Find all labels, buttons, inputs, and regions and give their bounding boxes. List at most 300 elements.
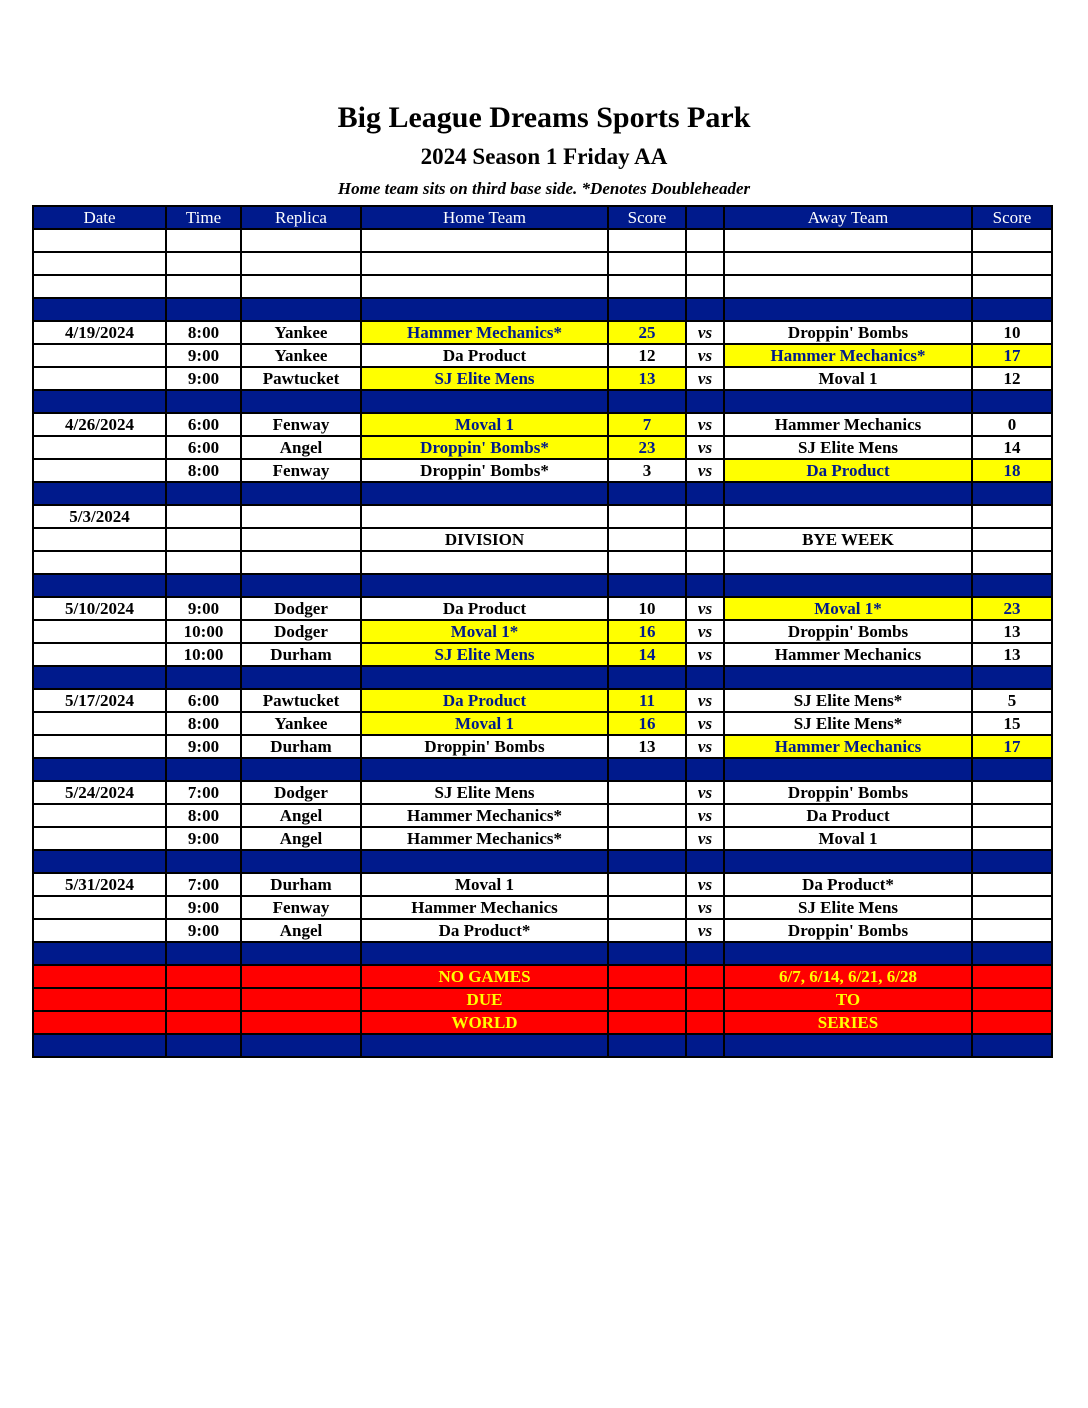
date-cell (33, 1034, 166, 1057)
away-team-cell (724, 505, 972, 528)
away-team-cell: Hammer Mechanics (724, 413, 972, 436)
col-header-home-score: Score (608, 206, 686, 229)
away-score-cell: 13 (972, 620, 1052, 643)
vs-cell: vs (686, 367, 724, 390)
away-team-cell: Hammer Mechanics* (724, 344, 972, 367)
away-score-cell: 14 (972, 436, 1052, 459)
game-row (33, 367, 1052, 390)
date-cell (33, 436, 166, 459)
col-header-away-team: Away Team (724, 206, 972, 229)
away-score-cell (972, 965, 1052, 988)
time-cell (166, 1011, 241, 1034)
vs-cell: vs (686, 712, 724, 735)
home-team-cell (361, 252, 608, 275)
home-team-cell: NO GAMES (361, 965, 608, 988)
away-score-cell (972, 758, 1052, 781)
away-team-cell: Droppin' Bombs (724, 321, 972, 344)
home-score-cell (608, 275, 686, 298)
home-team-cell (361, 505, 608, 528)
notice-row (33, 988, 1052, 1011)
home-score-cell (608, 873, 686, 896)
date-cell: 5/24/2024 (33, 781, 166, 804)
blank-row (33, 275, 1052, 298)
replica-cell: Fenway (241, 459, 361, 482)
home-score-cell (608, 252, 686, 275)
col-header-home-team: Home Team (361, 206, 608, 229)
vs-cell (686, 574, 724, 597)
time-cell: 9:00 (166, 896, 241, 919)
home-team-cell (361, 390, 608, 413)
vs-cell: vs (686, 827, 724, 850)
blank-row (33, 229, 1052, 252)
time-cell (166, 942, 241, 965)
vs-cell (686, 252, 724, 275)
away-team-cell (724, 942, 972, 965)
away-score-cell (972, 275, 1052, 298)
date-cell (33, 827, 166, 850)
time-cell (166, 275, 241, 298)
away-team-cell: Da Product* (724, 873, 972, 896)
home-team-cell (361, 1034, 608, 1057)
home-score-cell: 16 (608, 712, 686, 735)
home-team-cell: Droppin' Bombs* (361, 436, 608, 459)
date-cell (33, 896, 166, 919)
home-score-cell (608, 896, 686, 919)
home-team-cell: Droppin' Bombs (361, 735, 608, 758)
col-header-replica: Replica (241, 206, 361, 229)
away-score-cell (972, 804, 1052, 827)
home-team-cell: Moval 1 (361, 712, 608, 735)
home-score-cell: 23 (608, 436, 686, 459)
home-score-cell: 7 (608, 413, 686, 436)
away-team-cell: SJ Elite Mens* (724, 689, 972, 712)
date-cell (33, 275, 166, 298)
home-score-cell (608, 827, 686, 850)
home-team-cell (361, 666, 608, 689)
date-cell (33, 942, 166, 965)
date-cell (33, 712, 166, 735)
away-score-cell: 18 (972, 459, 1052, 482)
col-header-date: Date (33, 206, 166, 229)
replica-cell: Yankee (241, 321, 361, 344)
away-score-cell (972, 942, 1052, 965)
game-row (33, 528, 1052, 551)
notice-row (33, 1011, 1052, 1034)
game-row (33, 873, 1052, 896)
date-cell (33, 574, 166, 597)
schedule-note: Home team sits on third base side. *Denotes Doubleheader (337, 179, 751, 198)
game-row (33, 827, 1052, 850)
away-team-cell: Moval 1 (724, 827, 972, 850)
away-team-cell (724, 758, 972, 781)
home-score-cell: 10 (608, 597, 686, 620)
home-score-cell (608, 965, 686, 988)
home-team-cell: DUE (361, 988, 608, 1011)
time-cell: 7:00 (166, 781, 241, 804)
replica-cell (241, 505, 361, 528)
vs-cell: vs (686, 620, 724, 643)
away-team-cell: SJ Elite Mens (724, 436, 972, 459)
blank-row (33, 252, 1052, 275)
date-cell: 5/31/2024 (33, 873, 166, 896)
home-score-cell (608, 505, 686, 528)
away-team-cell: Moval 1* (724, 597, 972, 620)
game-row (33, 919, 1052, 942)
replica-cell (241, 482, 361, 505)
home-score-cell (608, 781, 686, 804)
replica-cell: Dodger (241, 620, 361, 643)
spacer-row (33, 666, 1052, 689)
away-score-cell (972, 873, 1052, 896)
date-cell (33, 666, 166, 689)
home-score-cell: 13 (608, 735, 686, 758)
vs-cell (686, 229, 724, 252)
home-score-cell (608, 758, 686, 781)
date-cell: 4/26/2024 (33, 413, 166, 436)
time-cell (166, 1034, 241, 1057)
replica-cell (241, 551, 361, 574)
away-score-cell (972, 666, 1052, 689)
game-row (33, 781, 1052, 804)
home-score-cell: 25 (608, 321, 686, 344)
home-score-cell: 14 (608, 643, 686, 666)
time-cell (166, 528, 241, 551)
time-cell: 7:00 (166, 873, 241, 896)
time-cell (166, 850, 241, 873)
home-team-cell: SJ Elite Mens (361, 781, 608, 804)
time-cell: 8:00 (166, 459, 241, 482)
replica-cell: Durham (241, 873, 361, 896)
vs-cell: vs (686, 344, 724, 367)
spacer-row (33, 390, 1052, 413)
replica-cell: Dodger (241, 781, 361, 804)
replica-cell (241, 574, 361, 597)
spacer-row (33, 574, 1052, 597)
time-cell: 9:00 (166, 344, 241, 367)
away-team-cell (724, 229, 972, 252)
blank-row (33, 551, 1052, 574)
home-team-cell: Moval 1 (361, 413, 608, 436)
vs-cell: vs (686, 804, 724, 827)
replica-cell: Angel (241, 804, 361, 827)
home-score-cell (608, 988, 686, 1011)
col-header-time: Time (166, 206, 241, 229)
vs-cell: vs (686, 459, 724, 482)
home-team-cell (361, 574, 608, 597)
date-cell (33, 551, 166, 574)
vs-cell (686, 298, 724, 321)
away-score-cell (972, 505, 1052, 528)
game-row (33, 735, 1052, 758)
time-cell (166, 551, 241, 574)
away-score-cell (972, 827, 1052, 850)
away-team-cell: SERIES (724, 1011, 972, 1034)
away-team-cell: Hammer Mechanics (724, 643, 972, 666)
time-cell: 8:00 (166, 321, 241, 344)
home-score-cell (608, 390, 686, 413)
away-score-cell (972, 1011, 1052, 1034)
away-score-cell (972, 390, 1052, 413)
vs-cell: vs (686, 436, 724, 459)
home-team-cell: SJ Elite Mens (361, 643, 608, 666)
replica-cell: Fenway (241, 896, 361, 919)
game-row (33, 459, 1052, 482)
away-score-cell (972, 298, 1052, 321)
time-cell: 9:00 (166, 919, 241, 942)
away-team-cell: Droppin' Bombs (724, 919, 972, 942)
home-team-cell: WORLD (361, 1011, 608, 1034)
time-cell: 9:00 (166, 735, 241, 758)
replica-cell (241, 965, 361, 988)
vs-cell (686, 666, 724, 689)
header-row (33, 206, 1052, 229)
away-score-cell (972, 988, 1052, 1011)
away-score-cell (972, 574, 1052, 597)
home-team-cell: SJ Elite Mens (361, 367, 608, 390)
vs-cell: vs (686, 643, 724, 666)
away-team-cell: TO (724, 988, 972, 1011)
time-cell (166, 390, 241, 413)
replica-cell: Angel (241, 827, 361, 850)
date-cell: 5/3/2024 (33, 505, 166, 528)
away-score-cell (972, 482, 1052, 505)
away-team-cell (724, 252, 972, 275)
home-team-cell: DIVISION (361, 528, 608, 551)
home-score-cell: 3 (608, 459, 686, 482)
away-score-cell: 0 (972, 413, 1052, 436)
date-cell (33, 1011, 166, 1034)
col-header-away-score: Score (972, 206, 1052, 229)
home-team-cell: Hammer Mechanics* (361, 804, 608, 827)
home-team-cell: Da Product* (361, 919, 608, 942)
date-cell (33, 965, 166, 988)
vs-cell (686, 528, 724, 551)
home-score-cell (608, 919, 686, 942)
vs-cell (686, 551, 724, 574)
away-team-cell (724, 574, 972, 597)
time-cell: 6:00 (166, 689, 241, 712)
vs-cell (686, 505, 724, 528)
date-cell (33, 758, 166, 781)
away-team-cell (724, 298, 972, 321)
date-cell (33, 390, 166, 413)
home-team-cell: Moval 1* (361, 620, 608, 643)
date-cell (33, 344, 166, 367)
date-cell (33, 298, 166, 321)
home-team-cell: Da Product (361, 689, 608, 712)
date-cell (33, 643, 166, 666)
home-score-cell (608, 942, 686, 965)
away-team-cell: BYE WEEK (724, 528, 972, 551)
replica-cell: Angel (241, 436, 361, 459)
away-team-cell (724, 551, 972, 574)
home-score-cell (608, 1011, 686, 1034)
vs-cell (686, 850, 724, 873)
home-score-cell: 13 (608, 367, 686, 390)
home-score-cell (608, 528, 686, 551)
date-cell (33, 988, 166, 1011)
spacer-row (33, 758, 1052, 781)
date-cell (33, 528, 166, 551)
time-cell: 6:00 (166, 413, 241, 436)
away-team-cell (724, 390, 972, 413)
home-team-cell (361, 758, 608, 781)
game-row (33, 804, 1052, 827)
home-team-cell (361, 850, 608, 873)
vs-cell (686, 482, 724, 505)
replica-cell: Pawtucket (241, 367, 361, 390)
away-score-cell: 17 (972, 735, 1052, 758)
away-team-cell (724, 482, 972, 505)
away-team-cell: Da Product (724, 804, 972, 827)
home-team-cell (361, 229, 608, 252)
date-cell: 5/10/2024 (33, 597, 166, 620)
spacer-row (33, 850, 1052, 873)
time-cell (166, 666, 241, 689)
date-cell: 4/19/2024 (33, 321, 166, 344)
game-row (33, 505, 1052, 528)
game-row (33, 321, 1052, 344)
vs-cell (686, 1034, 724, 1057)
away-score-cell (972, 528, 1052, 551)
spacer-row (33, 1034, 1052, 1057)
vs-cell: vs (686, 689, 724, 712)
spacer-row (33, 942, 1052, 965)
spacer-row (33, 298, 1052, 321)
vs-cell: vs (686, 597, 724, 620)
vs-cell (686, 758, 724, 781)
replica-cell: Dodger (241, 597, 361, 620)
time-cell (166, 252, 241, 275)
home-team-cell: Hammer Mechanics* (361, 827, 608, 850)
date-cell (33, 229, 166, 252)
away-score-cell (972, 781, 1052, 804)
schedule-body (33, 229, 1052, 1057)
away-score-cell (972, 1034, 1052, 1057)
time-cell: 10:00 (166, 620, 241, 643)
vs-cell: vs (686, 919, 724, 942)
home-score-cell (608, 482, 686, 505)
time-cell (166, 758, 241, 781)
time-cell: 10:00 (166, 643, 241, 666)
home-score-cell (608, 804, 686, 827)
game-row (33, 689, 1052, 712)
time-cell (166, 229, 241, 252)
away-team-cell: SJ Elite Mens (724, 896, 972, 919)
spacer-row (33, 482, 1052, 505)
vs-cell: vs (686, 413, 724, 436)
away-team-cell: Droppin' Bombs (724, 781, 972, 804)
game-row (33, 643, 1052, 666)
home-team-cell (361, 942, 608, 965)
replica-cell (241, 850, 361, 873)
away-team-cell: Hammer Mechanics (724, 735, 972, 758)
replica-cell (241, 298, 361, 321)
home-score-cell (608, 298, 686, 321)
replica-cell (241, 229, 361, 252)
page-title: Big League Dreams Sports Park (337, 101, 751, 134)
replica-cell (241, 390, 361, 413)
away-score-cell: 23 (972, 597, 1052, 620)
replica-cell (241, 758, 361, 781)
game-row (33, 896, 1052, 919)
replica-cell: Angel (241, 919, 361, 942)
home-team-cell (361, 275, 608, 298)
away-score-cell: 10 (972, 321, 1052, 344)
page-subtitle: 2024 Season 1 Friday AA (420, 144, 668, 169)
vs-cell: vs (686, 781, 724, 804)
away-score-cell: 17 (972, 344, 1052, 367)
vs-cell (686, 942, 724, 965)
home-score-cell (608, 574, 686, 597)
replica-cell (241, 988, 361, 1011)
away-score-cell (972, 850, 1052, 873)
home-team-cell (361, 551, 608, 574)
vs-cell: vs (686, 873, 724, 896)
time-cell: 9:00 (166, 827, 241, 850)
vs-cell (686, 965, 724, 988)
col-header-vs (686, 206, 724, 229)
away-team-cell (724, 666, 972, 689)
home-team-cell: Hammer Mechanics (361, 896, 608, 919)
time-cell (166, 965, 241, 988)
home-team-cell: Moval 1 (361, 873, 608, 896)
replica-cell (241, 666, 361, 689)
home-score-cell (608, 666, 686, 689)
date-cell (33, 919, 166, 942)
home-score-cell: 12 (608, 344, 686, 367)
away-score-cell: 12 (972, 367, 1052, 390)
vs-cell (686, 988, 724, 1011)
schedule-table (32, 205, 1053, 1058)
date-cell (33, 850, 166, 873)
replica-cell (241, 1011, 361, 1034)
date-cell: 5/17/2024 (33, 689, 166, 712)
date-cell (33, 620, 166, 643)
time-cell (166, 574, 241, 597)
away-score-cell (972, 896, 1052, 919)
time-cell: 8:00 (166, 712, 241, 735)
vs-cell: vs (686, 896, 724, 919)
replica-cell: Yankee (241, 344, 361, 367)
date-cell (33, 482, 166, 505)
away-score-cell (972, 551, 1052, 574)
date-cell (33, 252, 166, 275)
away-team-cell (724, 275, 972, 298)
game-row (33, 597, 1052, 620)
away-score-cell (972, 919, 1052, 942)
away-score-cell: 15 (972, 712, 1052, 735)
game-row (33, 413, 1052, 436)
home-team-cell: Da Product (361, 597, 608, 620)
time-cell (166, 988, 241, 1011)
vs-cell (686, 275, 724, 298)
replica-cell (241, 252, 361, 275)
time-cell: 9:00 (166, 597, 241, 620)
replica-cell (241, 275, 361, 298)
home-team-cell: Da Product (361, 344, 608, 367)
time-cell (166, 482, 241, 505)
replica-cell (241, 528, 361, 551)
home-team-cell: Hammer Mechanics* (361, 321, 608, 344)
game-row (33, 712, 1052, 735)
home-score-cell (608, 551, 686, 574)
away-team-cell: SJ Elite Mens* (724, 712, 972, 735)
replica-cell (241, 942, 361, 965)
vs-cell: vs (686, 735, 724, 758)
game-row (33, 344, 1052, 367)
notice-row (33, 965, 1052, 988)
